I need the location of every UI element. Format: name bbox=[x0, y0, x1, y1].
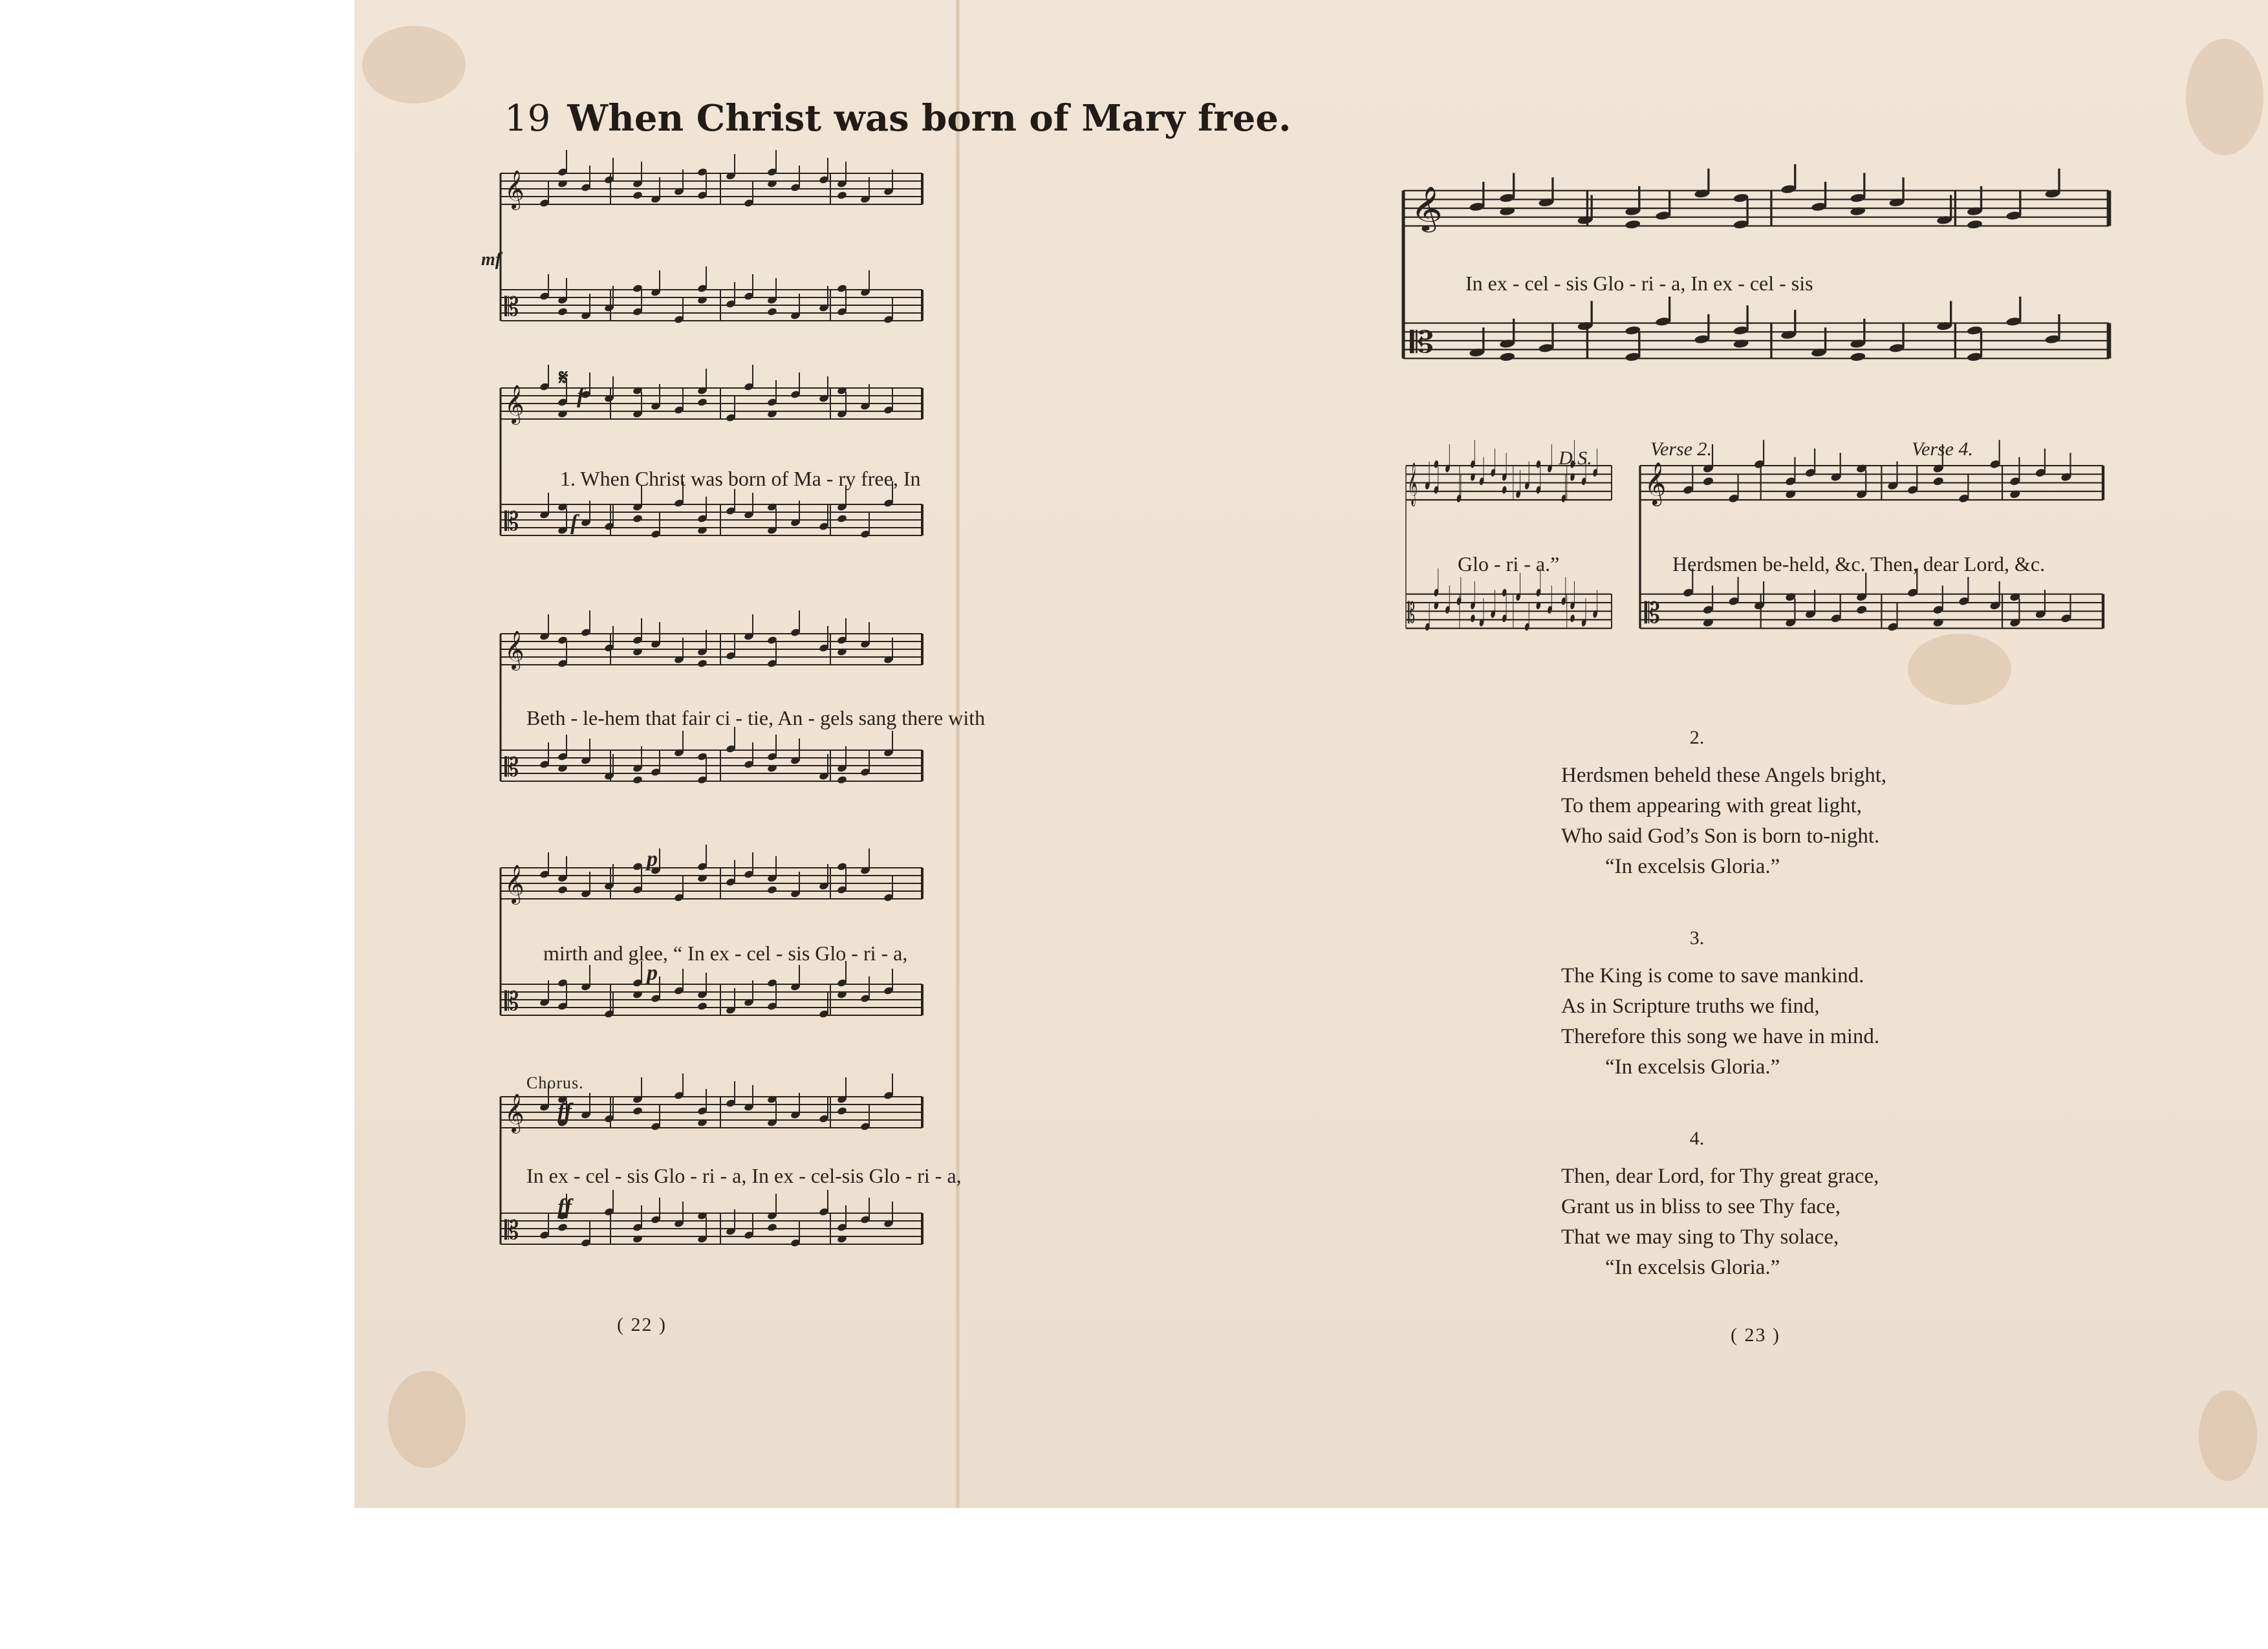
tenor-clef: 𝄡 bbox=[504, 292, 519, 322]
music-system bbox=[501, 1073, 962, 1297]
dynamic-marking: mf bbox=[481, 250, 502, 270]
lyric-line: Herdsmen be-held, &c. Then, dear Lord, &c. bbox=[1672, 552, 2046, 576]
note-head bbox=[557, 307, 568, 316]
dynamic-marking: f bbox=[577, 384, 585, 408]
verse-label: Verse 2. bbox=[1650, 438, 1712, 460]
dynamic-marking: ff bbox=[557, 1195, 572, 1219]
music-system bbox=[1640, 438, 2103, 684]
stanza-refrain: “In excelsis Gloria.” bbox=[1605, 1256, 1780, 1279]
treble-clef: 𝄞 bbox=[1407, 462, 1418, 505]
treble-clef: 𝄞 bbox=[1410, 186, 1443, 231]
note-head bbox=[767, 885, 778, 894]
tenor-clef: 𝄡 bbox=[504, 507, 519, 537]
dynamic-marking: f bbox=[570, 511, 578, 535]
music-system bbox=[501, 847, 922, 1068]
treble-clef: 𝄞 bbox=[504, 630, 524, 669]
note-head bbox=[837, 514, 848, 523]
tenor-clef: 𝄡 bbox=[504, 987, 519, 1017]
stanza-number: 2. bbox=[1689, 727, 1705, 748]
song-title-text: When Christ was born of Mary free. bbox=[567, 97, 1291, 140]
song-number: 19 bbox=[504, 98, 551, 140]
foxing-spot bbox=[2199, 1390, 2257, 1481]
treble-clef: 𝄞 bbox=[504, 1094, 524, 1132]
stanza-number: 4. bbox=[1689, 1128, 1705, 1149]
stanza-refrain: “In excelsis Gloria.” bbox=[1605, 855, 1780, 878]
note-head bbox=[632, 191, 643, 200]
note-head bbox=[837, 191, 848, 200]
note-head bbox=[697, 1002, 708, 1011]
note-head bbox=[697, 659, 708, 668]
page-number: ( 22 ) bbox=[617, 1314, 667, 1335]
note-head bbox=[1856, 605, 1868, 615]
dynamic-marking: p bbox=[647, 961, 658, 985]
treble-clef: 𝄞 bbox=[504, 385, 524, 424]
note-head bbox=[632, 775, 643, 784]
stanza-line: As in Scripture truths we find, bbox=[1561, 995, 1820, 1018]
stanza bbox=[1561, 1128, 2014, 1283]
dynamic-marking: p bbox=[647, 847, 658, 871]
stanza-line: Then, dear Lord, for Thy great grace, bbox=[1561, 1165, 1879, 1188]
dynamic-marking: ff bbox=[557, 1099, 572, 1123]
segno-sign: 𝄋 bbox=[559, 366, 568, 390]
piano-staves bbox=[501, 160, 922, 348]
music-system bbox=[501, 366, 922, 588]
note-head bbox=[1849, 352, 1867, 362]
note-head bbox=[632, 1106, 643, 1116]
note-head bbox=[837, 1106, 848, 1116]
stanza-line: Herdsmen beheld these Angels bright, bbox=[1561, 764, 1887, 787]
lyric-line: Glo - ri - a.” bbox=[1458, 552, 1560, 576]
lyric-line: In ex - cel - sis Glo - ri - a, In ex - cel-sis Glo - ri - a, bbox=[526, 1164, 962, 1187]
music-system bbox=[501, 621, 986, 834]
note-head bbox=[632, 514, 643, 523]
treble-clef: 𝄞 bbox=[504, 865, 524, 903]
note-head bbox=[1570, 613, 1575, 623]
stanza bbox=[1561, 927, 2014, 1083]
music-system bbox=[481, 160, 922, 348]
dal-segno-marking: D.S. bbox=[1559, 447, 1592, 469]
note-head bbox=[1498, 352, 1517, 362]
stanza-line: Who said God’s Son is born to-night. bbox=[1561, 824, 1880, 848]
treble-clef: 𝄞 bbox=[1644, 462, 1667, 505]
tenor-clef: 𝄡 bbox=[1410, 325, 1434, 360]
lyric-line: mirth and glee, “ In ex - cel - sis Glo - ri - a, bbox=[543, 942, 908, 965]
note-head bbox=[1624, 219, 1642, 230]
lyric-line: Beth - le-hem that fair ci - tie, An - gels sang there with bbox=[526, 706, 986, 729]
note-head bbox=[767, 1223, 778, 1232]
verse-label: Verse 4. bbox=[1912, 438, 1973, 460]
note-head bbox=[1966, 219, 1984, 230]
note-head bbox=[1470, 613, 1475, 623]
stanza-line: The King is come to save mankind. bbox=[1561, 964, 1864, 987]
stanza-line: Grant us in bliss to see Thy face, bbox=[1561, 1195, 1841, 1218]
lyric-line: 1. When Christ was born of Ma - ry free, In bbox=[560, 467, 921, 490]
tenor-clef: 𝄡 bbox=[1407, 596, 1415, 630]
note-head bbox=[837, 775, 848, 784]
music-system bbox=[1406, 447, 1612, 684]
music-system bbox=[1403, 176, 2109, 389]
stanza-number: 3. bbox=[1689, 927, 1705, 949]
note-head bbox=[767, 307, 778, 316]
tenor-clef: 𝄡 bbox=[504, 1216, 519, 1245]
tenor-clef: 𝄡 bbox=[504, 753, 519, 782]
note-head bbox=[1502, 485, 1507, 495]
note-head bbox=[1702, 477, 1714, 487]
stanza-line: Therefore this song we have in mind. bbox=[1561, 1025, 1880, 1048]
stanza-refrain: “In excelsis Gloria.” bbox=[1605, 1055, 1780, 1079]
note-head bbox=[557, 885, 568, 894]
stanza-line: That we may sing to Thy solace, bbox=[1561, 1225, 1839, 1249]
stanza bbox=[1561, 727, 2014, 882]
chorus-label: Chorus. bbox=[526, 1073, 584, 1092]
right-page bbox=[960, 0, 2046, 1508]
left-page bbox=[354, 0, 1291, 1508]
lyric-line: In ex - cel - sis Glo - ri - a, In ex - cel - sis bbox=[1465, 272, 1813, 295]
note-head bbox=[557, 1223, 568, 1232]
tenor-clef: 𝄡 bbox=[1644, 596, 1661, 630]
note-head bbox=[697, 398, 708, 407]
treble-clef: 𝄞 bbox=[504, 170, 524, 209]
note-head bbox=[1932, 477, 1944, 487]
stanza-line: To them appearing with great light, bbox=[1561, 794, 1863, 817]
page-number: ( 23 ) bbox=[1731, 1324, 1780, 1346]
foxing-spot bbox=[2186, 39, 2263, 155]
